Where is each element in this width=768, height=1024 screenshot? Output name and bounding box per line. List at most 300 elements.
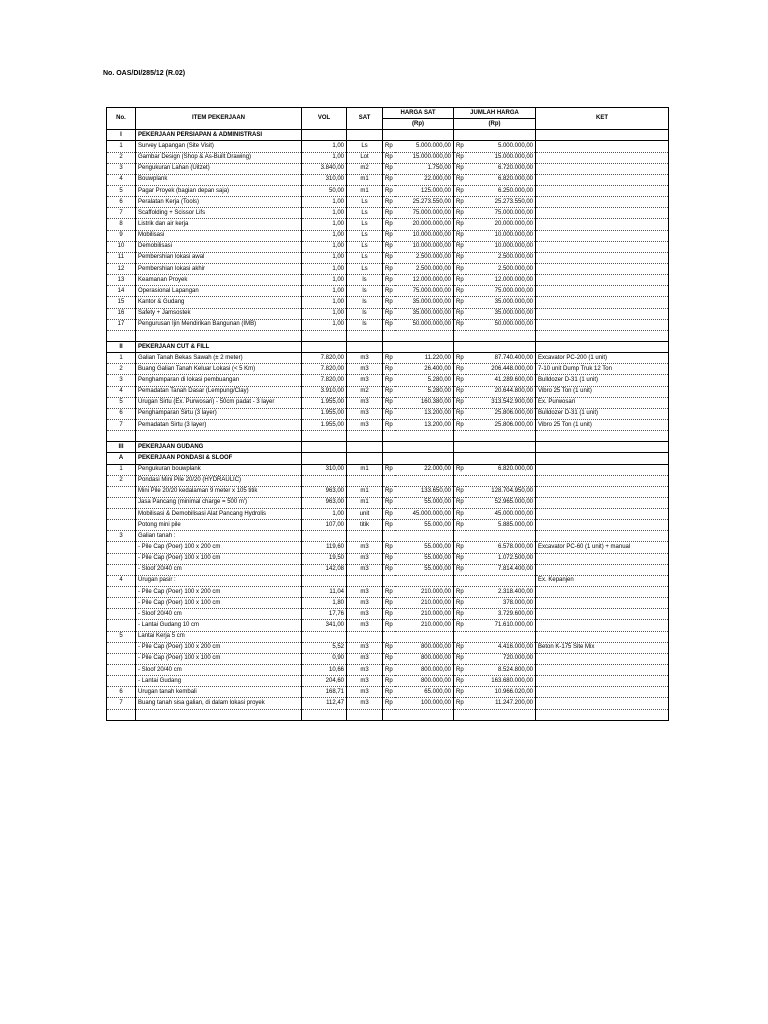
- cell-sat: [347, 709, 383, 720]
- cell-harga-sat: 75.000.000,00: [395, 286, 454, 297]
- cell-sat: m3: [347, 598, 383, 609]
- cell-jumlah-harga-currency: Rp: [454, 698, 466, 709]
- cell-harga-sat-currency: Rp: [383, 163, 395, 174]
- cell-ket: Excavator PC-200 (1 unit): [536, 353, 669, 364]
- cell-jumlah-harga: 20.000.000,00: [466, 219, 536, 230]
- cell-harga-sat-currency: Rp: [383, 520, 395, 531]
- cell-harga-sat: 25.273.550,00: [395, 197, 454, 208]
- cell-no: 5: [107, 397, 136, 408]
- cell-item: - Sloof 20/40 cm: [136, 609, 302, 620]
- cell-no: 4: [107, 174, 136, 185]
- cell-item: Pembershian lokasi akhir: [136, 263, 302, 274]
- cell-jumlah-harga: 75.000.000,00: [466, 286, 536, 297]
- cell-harga-sat-currency: Rp: [383, 308, 395, 319]
- cell-jumlah-harga-currency: Rp: [454, 509, 466, 520]
- cell-vol: 1,00: [302, 230, 347, 241]
- cell-harga-sat-currency: Rp: [383, 609, 395, 620]
- cell-item: Galian tanah :: [136, 531, 302, 542]
- cell-jumlah-harga: 720.000,00: [466, 653, 536, 664]
- cell-harga-sat-currency: Rp: [383, 275, 395, 286]
- cell-sat: m3: [347, 676, 383, 687]
- table-header-row: [107, 108, 669, 119]
- table-row: [107, 286, 669, 297]
- cell-jumlah-harga-currency: Rp: [454, 208, 466, 219]
- cell-jumlah-harga-currency: Rp: [454, 375, 466, 386]
- cell-jumlah-harga: 6.720.000,00: [466, 163, 536, 174]
- cell-jumlah-harga-currency: [454, 575, 466, 586]
- cell-item: Lantai Kerja 5 cm: [136, 631, 302, 642]
- cell-harga-sat: 22.000,00: [395, 174, 454, 185]
- document-number: No. OAS/DI/285/12 (R.02): [103, 70, 186, 77]
- cell-sat: Ls: [347, 241, 383, 252]
- cell-harga-sat-currency: [383, 475, 395, 486]
- table-row: [107, 375, 669, 386]
- cell-harga-sat: 13.200,00: [395, 419, 454, 430]
- table-row: [107, 609, 669, 620]
- cell-jumlah-harga: [466, 631, 536, 642]
- cell-harga-sat-currency: Rp: [383, 219, 395, 230]
- cell-ket: [536, 230, 669, 241]
- table-row: [107, 598, 669, 609]
- cell-item: PEKERJAAN PONDASI & SLOOF: [136, 453, 302, 464]
- cell-jumlah-harga: 35.000.000,00: [466, 297, 536, 308]
- cell-no: 11: [107, 252, 136, 263]
- cell-harga-sat: 800.000,00: [395, 665, 454, 676]
- cell-item: - Pile Cap (Poer) 100 x 100 cm: [136, 653, 302, 664]
- cell-harga-sat: 12.000.000,00: [395, 275, 454, 286]
- cell-sat: m1: [347, 185, 383, 196]
- table-row: [107, 620, 669, 631]
- blank-row: [107, 431, 669, 442]
- table-row: [107, 141, 669, 152]
- cell-ket: Vibro 25 Ton (1 unit): [536, 386, 669, 397]
- cell-ket: [536, 297, 669, 308]
- table-row: [107, 553, 669, 564]
- cell-jumlah-harga: 206.448.000,00: [466, 364, 536, 375]
- cell-vol: 0,90: [302, 653, 347, 664]
- cell-harga-sat-currency: [383, 709, 395, 720]
- cell-jumlah-harga: 163.680.000,00: [466, 676, 536, 687]
- cell-sat: m2: [347, 386, 383, 397]
- cell-vol: 112,47: [302, 698, 347, 709]
- bill-of-quantities-table: [106, 107, 669, 721]
- cell-no: [107, 509, 136, 520]
- cell-vol: 1,00: [302, 263, 347, 274]
- cell-jumlah-harga: [466, 453, 536, 464]
- cell-item: Galian Tanah Bekas Sawah (± 2 meter): [136, 353, 302, 364]
- cell-sat: unit: [347, 509, 383, 520]
- cell-ket: [536, 219, 669, 230]
- cell-vol: 107,00: [302, 520, 347, 531]
- table-row: [107, 197, 669, 208]
- cell-ket: [536, 609, 669, 620]
- cell-jumlah-harga-currency: Rp: [454, 386, 466, 397]
- cell-item: Kantor & Gudang: [136, 297, 302, 308]
- table-row: [107, 263, 669, 274]
- cell-harga-sat-currency: Rp: [383, 653, 395, 664]
- cell-jumlah-harga-currency: Rp: [454, 297, 466, 308]
- cell-jumlah-harga: 2.500.000,00: [466, 263, 536, 274]
- cell-harga-sat-currency: Rp: [383, 297, 395, 308]
- table-row: [107, 698, 669, 709]
- section-header-row: [107, 130, 669, 141]
- cell-jumlah-harga: 45.000.000,00: [466, 509, 536, 520]
- cell-ket: 7-10 unit Dump Truk 12 Ton: [536, 364, 669, 375]
- cell-jumlah-harga: 3.729.600,00: [466, 609, 536, 620]
- cell-no: 3: [107, 163, 136, 174]
- header-harga-sat-unit: (Rp): [383, 119, 454, 130]
- cell-sat: m3: [347, 419, 383, 430]
- cell-jumlah-harga-currency: Rp: [454, 197, 466, 208]
- cell-jumlah-harga: 6.820.000,00: [466, 464, 536, 475]
- cell-vol: 19,50: [302, 553, 347, 564]
- cell-harga-sat-currency: Rp: [383, 665, 395, 676]
- cell-vol: 1,00: [302, 509, 347, 520]
- cell-harga-sat-currency: [383, 330, 395, 341]
- cell-ket: [536, 330, 669, 341]
- cell-harga-sat: 210.000,00: [395, 620, 454, 631]
- cell-jumlah-harga: 2.318.400,00: [466, 587, 536, 598]
- cell-item: Mini Pile 20/20 kedalaman 9 meter x 105 titik: [136, 486, 302, 497]
- cell-jumlah-harga-currency: Rp: [454, 174, 466, 185]
- cell-sat: m3: [347, 687, 383, 698]
- cell-harga-sat: 35.000.000,00: [395, 308, 454, 319]
- cell-harga-sat-currency: Rp: [383, 230, 395, 241]
- cell-harga-sat: 55.000,00: [395, 520, 454, 531]
- cell-item: - Pile Cap (Poer) 100 x 200 cm: [136, 642, 302, 653]
- table-row: [107, 509, 669, 520]
- cell-jumlah-harga-currency: Rp: [454, 520, 466, 531]
- cell-vol: 1,00: [302, 197, 347, 208]
- cell-item: - Pile Cap (Poer) 100 x 200 cm: [136, 587, 302, 598]
- cell-jumlah-harga-currency: Rp: [454, 319, 466, 330]
- cell-vol: 1,00: [302, 308, 347, 319]
- cell-no: [107, 587, 136, 598]
- table-row: [107, 542, 669, 553]
- cell-sat: [347, 453, 383, 464]
- cell-jumlah-harga: [466, 130, 536, 141]
- cell-item: Keamanan Proyek: [136, 275, 302, 286]
- table-row: [107, 642, 669, 653]
- cell-harga-sat-currency: [383, 341, 395, 352]
- cell-no: 6: [107, 408, 136, 419]
- cell-sat: m3: [347, 375, 383, 386]
- cell-item: Buang Galian Tanah Keluar Lokasi (< 5 Km): [136, 364, 302, 375]
- cell-jumlah-harga-currency: Rp: [454, 553, 466, 564]
- table-row: [107, 386, 669, 397]
- table-row: [107, 297, 669, 308]
- cell-jumlah-harga-currency: Rp: [454, 497, 466, 508]
- cell-jumlah-harga-currency: Rp: [454, 598, 466, 609]
- cell-no: 9: [107, 230, 136, 241]
- cell-harga-sat: 5.280,00: [395, 386, 454, 397]
- header-harga-sat: HARGA SAT: [383, 108, 454, 119]
- cell-item: PEKERJAAN GUDANG: [136, 442, 302, 453]
- table-row: [107, 308, 669, 319]
- cell-sat: m3: [347, 542, 383, 553]
- cell-jumlah-harga-currency: [454, 709, 466, 720]
- cell-sat: m3: [347, 642, 383, 653]
- cell-ket: [536, 620, 669, 631]
- header-sat: SAT: [347, 108, 383, 130]
- cell-harga-sat: 26.400,00: [395, 364, 454, 375]
- cell-ket: [536, 163, 669, 174]
- cell-harga-sat: 55.000,00: [395, 564, 454, 575]
- cell-sat: Ls: [347, 141, 383, 152]
- cell-ket: [536, 152, 669, 163]
- cell-harga-sat: 160.380,00: [395, 397, 454, 408]
- cell-jumlah-harga-currency: Rp: [454, 152, 466, 163]
- cell-ket: [536, 587, 669, 598]
- cell-harga-sat: 100.000,00: [395, 698, 454, 709]
- cell-jumlah-harga-currency: [454, 341, 466, 352]
- cell-jumlah-harga: [466, 431, 536, 442]
- cell-ket: [536, 486, 669, 497]
- cell-harga-sat: [395, 453, 454, 464]
- cell-vol: 1,00: [302, 252, 347, 263]
- cell-vol: 1,00: [302, 219, 347, 230]
- header-ket: KET: [536, 108, 669, 130]
- cell-item: PEKERJAAN PERSIAPAN & ADMINISTRASI: [136, 130, 302, 141]
- cell-harga-sat: [395, 475, 454, 486]
- cell-harga-sat: 55.000,00: [395, 542, 454, 553]
- cell-jumlah-harga-currency: [454, 431, 466, 442]
- cell-jumlah-harga: [466, 341, 536, 352]
- cell-ket: [536, 252, 669, 263]
- cell-harga-sat: [395, 631, 454, 642]
- cell-vol: 10,66: [302, 665, 347, 676]
- cell-vol: 1,00: [302, 286, 347, 297]
- cell-jumlah-harga-currency: Rp: [454, 642, 466, 653]
- cell-vol: 3.840,00: [302, 163, 347, 174]
- cell-item: Pengukuran Lahan (Uitzet): [136, 163, 302, 174]
- cell-ket: [536, 286, 669, 297]
- table-row: [107, 364, 669, 375]
- cell-sat: m2: [347, 163, 383, 174]
- cell-vol: 1.955,00: [302, 397, 347, 408]
- cell-sat: [347, 431, 383, 442]
- cell-item: Mobilisasi: [136, 230, 302, 241]
- cell-vol: 341,00: [302, 620, 347, 631]
- cell-jumlah-harga: 8.524.800,00: [466, 665, 536, 676]
- cell-sat: m1: [347, 464, 383, 475]
- table-row: [107, 464, 669, 475]
- cell-ket: [536, 464, 669, 475]
- cell-sat: [347, 575, 383, 586]
- cell-harga-sat-currency: [383, 531, 395, 542]
- cell-sat: [347, 475, 383, 486]
- table-row: [107, 408, 669, 419]
- cell-jumlah-harga-currency: Rp: [454, 252, 466, 263]
- cell-vol: [302, 453, 347, 464]
- cell-jumlah-harga: 12.000.000,00: [466, 275, 536, 286]
- cell-ket: [536, 453, 669, 464]
- cell-no: [107, 431, 136, 442]
- cell-ket: [536, 475, 669, 486]
- cell-jumlah-harga-currency: Rp: [454, 486, 466, 497]
- table-row: [107, 687, 669, 698]
- cell-sat: m1: [347, 497, 383, 508]
- cell-vol: 204,60: [302, 676, 347, 687]
- cell-harga-sat-currency: Rp: [383, 263, 395, 274]
- blank-row: [107, 330, 669, 341]
- cell-sat: ls: [347, 319, 383, 330]
- cell-no: [107, 553, 136, 564]
- cell-jumlah-harga-currency: Rp: [454, 230, 466, 241]
- cell-jumlah-harga-currency: [454, 531, 466, 542]
- cell-no: 17: [107, 319, 136, 330]
- cell-vol: 7.820,00: [302, 364, 347, 375]
- cell-jumlah-harga: 6.820.000,00: [466, 174, 536, 185]
- cell-sat: titik: [347, 520, 383, 531]
- cell-jumlah-harga-currency: Rp: [454, 185, 466, 196]
- cell-vol: 50,00: [302, 185, 347, 196]
- cell-harga-sat: 133.650,00: [395, 486, 454, 497]
- cell-ket: Excavator PC-60 (1 unit) + manual: [536, 542, 669, 553]
- cell-harga-sat-currency: Rp: [383, 319, 395, 330]
- cell-harga-sat: 65.000,00: [395, 687, 454, 698]
- cell-jumlah-harga: 25.273.550,00: [466, 197, 536, 208]
- cell-ket: [536, 141, 669, 152]
- cell-vol: 1,00: [302, 152, 347, 163]
- cell-sat: [347, 130, 383, 141]
- cell-harga-sat: 75.000.000,00: [395, 208, 454, 219]
- cell-no: [107, 709, 136, 720]
- cell-harga-sat: 15.000.000,00: [395, 152, 454, 163]
- cell-jumlah-harga-currency: Rp: [454, 286, 466, 297]
- cell-no: [107, 620, 136, 631]
- cell-vol: 1,00: [302, 208, 347, 219]
- cell-ket: Vibro 25 Ton (1 unit): [536, 419, 669, 430]
- cell-vol: 1,00: [302, 241, 347, 252]
- table-row: [107, 676, 669, 687]
- cell-no: A: [107, 453, 136, 464]
- cell-jumlah-harga-currency: [454, 475, 466, 486]
- cell-harga-sat: 210.000,00: [395, 598, 454, 609]
- cell-vol: 1,00: [302, 297, 347, 308]
- cell-no: [107, 598, 136, 609]
- cell-harga-sat: 55.000,00: [395, 553, 454, 564]
- cell-sat: Ls: [347, 197, 383, 208]
- table-row: [107, 486, 669, 497]
- cell-no: 4: [107, 386, 136, 397]
- cell-jumlah-harga-currency: Rp: [454, 397, 466, 408]
- cell-ket: Ex. Purwosari: [536, 397, 669, 408]
- cell-item: Pemadatan Tanah Dasar (Lempung/Clay): [136, 386, 302, 397]
- cell-jumlah-harga: 15.000.000,00: [466, 152, 536, 163]
- cell-harga-sat: [395, 431, 454, 442]
- cell-ket: [536, 275, 669, 286]
- cell-vol: 7.820,00: [302, 353, 347, 364]
- cell-harga-sat-currency: Rp: [383, 464, 395, 475]
- cell-jumlah-harga: 128.704.950,00: [466, 486, 536, 497]
- cell-vol: 11,04: [302, 587, 347, 598]
- cell-jumlah-harga: 75.000.000,00: [466, 208, 536, 219]
- cell-no: 2: [107, 152, 136, 163]
- cell-jumlah-harga: 35.000.000,00: [466, 308, 536, 319]
- cell-no: [107, 497, 136, 508]
- cell-no: I: [107, 130, 136, 141]
- header-jumlah-harga: JUMLAH HARGA: [454, 108, 536, 119]
- cell-no: [107, 542, 136, 553]
- cell-item: Potong mini pile: [136, 520, 302, 531]
- table-row: [107, 319, 669, 330]
- table-row: [107, 475, 669, 486]
- cell-harga-sat-currency: Rp: [383, 174, 395, 185]
- cell-vol: 7.820,00: [302, 375, 347, 386]
- cell-sat: m3: [347, 653, 383, 664]
- cell-sat: m1: [347, 486, 383, 497]
- cell-vol: 142,08: [302, 564, 347, 575]
- cell-jumlah-harga: 41.289.600,00: [466, 375, 536, 386]
- cell-harga-sat-currency: Rp: [383, 364, 395, 375]
- cell-harga-sat-currency: Rp: [383, 386, 395, 397]
- cell-no: 15: [107, 297, 136, 308]
- cell-jumlah-harga-currency: [454, 130, 466, 141]
- cell-item: PEKERJAAN CUT & FILL: [136, 341, 302, 352]
- cell-sat: m3: [347, 587, 383, 598]
- cell-harga-sat: 2.500.000,00: [395, 263, 454, 274]
- table-row: [107, 275, 669, 286]
- cell-jumlah-harga: 1.072.500,00: [466, 553, 536, 564]
- cell-harga-sat: 35.000.000,00: [395, 297, 454, 308]
- cell-jumlah-harga-currency: [454, 442, 466, 453]
- cell-harga-sat: [395, 341, 454, 352]
- cell-harga-sat: [395, 531, 454, 542]
- cell-item: Gambar Design (Shop & As-Built Drawing): [136, 152, 302, 163]
- cell-no: II: [107, 341, 136, 352]
- cell-jumlah-harga-currency: Rp: [454, 275, 466, 286]
- cell-harga-sat-currency: Rp: [383, 241, 395, 252]
- cell-jumlah-harga-currency: Rp: [454, 353, 466, 364]
- cell-ket: Ex. Kepanjen: [536, 575, 669, 586]
- cell-ket: [536, 197, 669, 208]
- cell-no: [107, 676, 136, 687]
- cell-no: 14: [107, 286, 136, 297]
- cell-ket: [536, 241, 669, 252]
- cell-item: Pagar Proyek (bagian depan saja): [136, 185, 302, 196]
- cell-harga-sat: [395, 575, 454, 586]
- cell-no: [107, 486, 136, 497]
- cell-jumlah-harga-currency: Rp: [454, 542, 466, 553]
- cell-no: 13: [107, 275, 136, 286]
- cell-vol: 310,00: [302, 464, 347, 475]
- cell-jumlah-harga-currency: [454, 330, 466, 341]
- cell-jumlah-harga-currency: Rp: [454, 653, 466, 664]
- cell-item: Jasa Pancang (minimal charge = 500 m'): [136, 497, 302, 508]
- cell-jumlah-harga-currency: Rp: [454, 464, 466, 475]
- cell-harga-sat-currency: Rp: [383, 208, 395, 219]
- cell-harga-sat-currency: Rp: [383, 419, 395, 430]
- cell-sat: m3: [347, 364, 383, 375]
- cell-no: [107, 330, 136, 341]
- cell-harga-sat: 11.220,00: [395, 353, 454, 364]
- cell-no: 5: [107, 185, 136, 196]
- cell-item: [136, 330, 302, 341]
- cell-jumlah-harga: 11.247.200,00: [466, 698, 536, 709]
- cell-ket: [536, 497, 669, 508]
- cell-harga-sat: [395, 442, 454, 453]
- cell-vol: [302, 709, 347, 720]
- cell-harga-sat-currency: Rp: [383, 353, 395, 364]
- cell-sat: m3: [347, 353, 383, 364]
- cell-item: Pembershian lokasi awal: [136, 252, 302, 263]
- cell-no: [107, 653, 136, 664]
- cell-jumlah-harga: 25.806.000,00: [466, 419, 536, 430]
- cell-item: Safety + Jamsostek: [136, 308, 302, 319]
- cell-harga-sat-currency: Rp: [383, 642, 395, 653]
- cell-ket: [536, 174, 669, 185]
